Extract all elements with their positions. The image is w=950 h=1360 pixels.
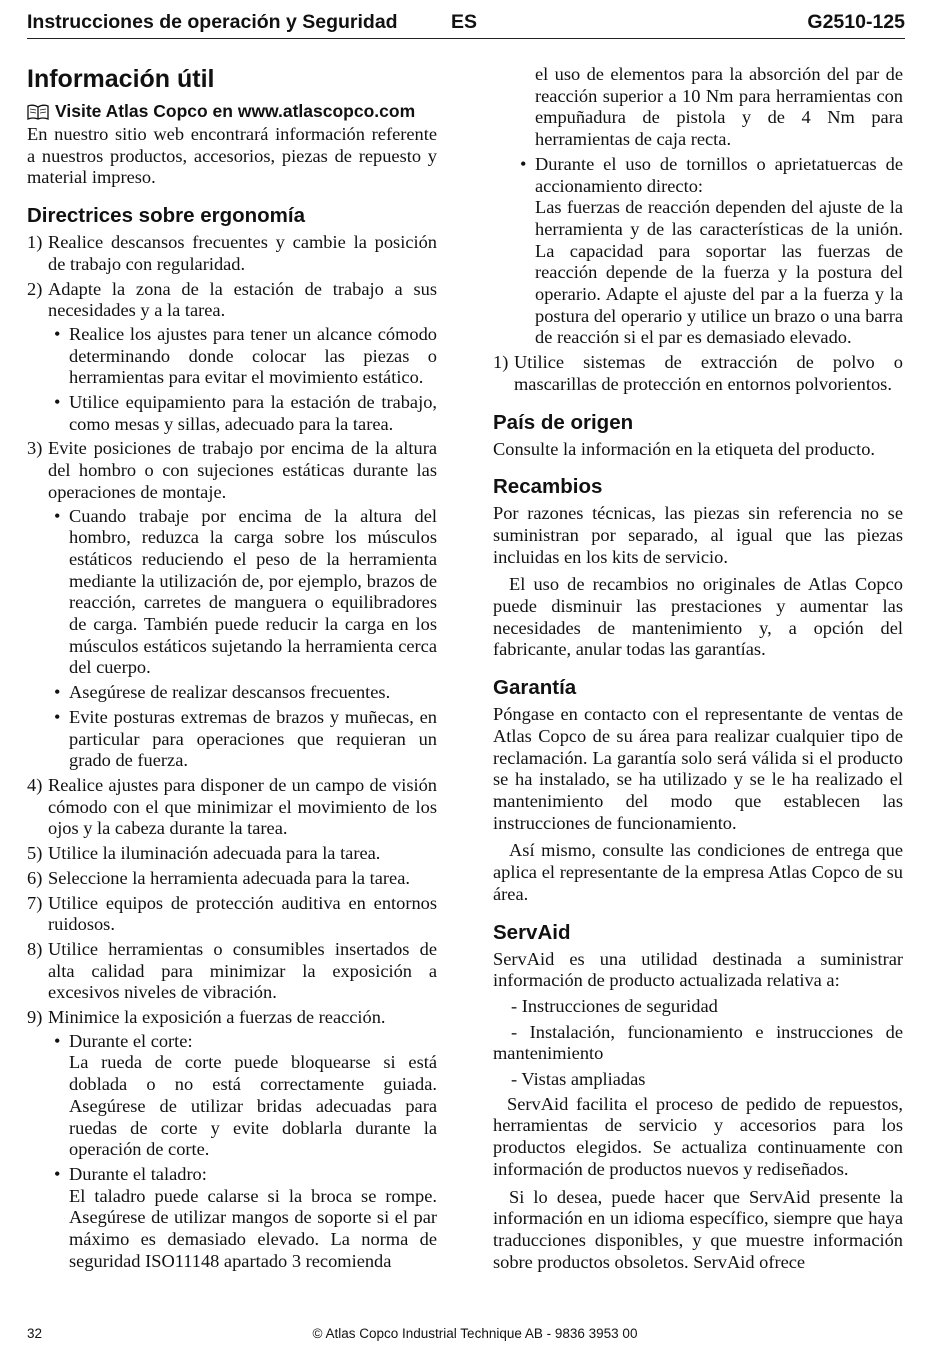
document-title: Instrucciones de operación y Seguridad xyxy=(27,11,398,33)
bullet-list-continued xyxy=(493,64,903,349)
list-item: 6) Seleccione la herramienta adecuada para la tarea. xyxy=(27,867,410,888)
heading-country-of-origin: País de origen xyxy=(493,410,634,434)
bullet-item: • Utilice equipamiento para la estación de trabajo, como mesas y sillas, adecuado para la tarea. xyxy=(48,392,437,435)
ergonomics-list-continued xyxy=(493,352,903,395)
parts-paragraph: Por razones técnicas, las piezas sin referencia no se suministran por separado, al igual que las piezas incluidas en los kits de servicio. xyxy=(493,503,903,567)
servaid-paragraph: ServAid facilita el proceso de pedido de repuestos, herramientas de servicio y accesorios para los productos elegidos. Se actualiza continuamente con información de productos nuevos y rediseñados. xyxy=(493,1093,903,1179)
book-icon xyxy=(27,103,49,119)
list-item: 4) Realice ajustes para disponer de un campo de visión cómodo con el que minimizar el movimiento de los ojos y la cabeza durante la tarea. xyxy=(27,774,437,839)
page-number: 32 xyxy=(27,1326,43,1341)
servaid-paragraph: Si lo desea, puede hacer que ServAid presente la información en un idioma específico, siempre que haya traducciones disponibles, y que muestre información sobre productos obsoletos. ServAid ofrece xyxy=(493,1186,903,1272)
page-header xyxy=(27,8,905,39)
list-item: 1) Utilice sistemas de extracción de polvo o mascarillas de protección en entornos polvorientos. xyxy=(493,352,903,394)
model-code: G2510-125 xyxy=(807,11,905,33)
list-item: 8) Utilice herramientas o consumibles insertados de alta calidad para minimizar la exposición a excesivos niveles de vibración. xyxy=(27,938,437,1003)
list-item: 5) Utilice la iluminación adecuada para la tarea. xyxy=(27,843,381,864)
bullet-list xyxy=(48,324,437,436)
warranty-paragraph: Así mismo, consulte las condiciones de entrega que aplica el representante de la empresa Atlas Copco de su área. xyxy=(493,840,903,904)
list-item: 2) Adapte la zona de la estación de trabajo a sus necesidades y a la tarea. • Realice los ajustes para tener un alcance cómodo determinando donde colocar las piezas o herramientas para evitar el movimiento estático. • Utilice equipamiento para la estación de trabajo, como mesas y sillas, adecuado para la tarea. xyxy=(27,279,437,436)
list-item: 1) Realice descansos frecuentes y cambie la posición de trabajo con regularidad. xyxy=(27,232,437,274)
website-description: En nuestro sitio web encontrará información referente a nuestros productos, accesorios, piezas de repuesto y material impreso. xyxy=(27,124,437,188)
bullet-list xyxy=(48,1031,437,1273)
bullet-item: • Cuando trabaje por encima de la altura del hombro, reduzca la carga sobre los músculos estáticos reduciendo el peso de la herramienta mediante la utilización de, por ejemplo, brazos de reacción, carretes de manguera o equilibradores de carga. También puede reducir la carga en los músculos estáticos sujetando la herramienta cerca del cuerpo. xyxy=(48,506,437,680)
left-column xyxy=(27,64,437,1275)
language-code: ES xyxy=(451,11,478,33)
bullet-item: • Durante el taladro: El taladro puede calarse si la broca se rompe. Asegúrese de utilizar mangos de soporte si el par máximo es demasiado elevado. La norma de seguridad ISO11148 apartado 3 recomienda xyxy=(48,1164,437,1273)
heading-servaid: ServAid xyxy=(493,920,571,944)
visit-website-line xyxy=(27,100,437,122)
bullet-list xyxy=(48,506,437,772)
bullet-item: • Evite posturas extremas de brazos y muñecas, en particular para operaciones que requieran un grado de fuerza. xyxy=(48,707,437,772)
visit-website-link[interactable]: Visite Atlas Copco en www.atlascopco.com xyxy=(55,101,416,121)
bullet-item: • Durante el corte: La rueda de corte puede bloquearse si está doblada o no está correctamente guiada. Asegúrese de utilizar bridas adecuadas para ruedas de corte y evite doblarla durante la operación de corte. xyxy=(48,1031,437,1161)
heading-warranty: Garantía xyxy=(493,676,577,700)
bullet-item: • Durante el uso de tornillos o aprietatuercas de accionamiento directo: Las fuerzas de reacción dependen del ajuste de la herramienta y de las características de la unión. La capacidad para soportar las fuerzas de reacción depende de la fuerza y la postura del operario. Adapte el ajuste del par a la fuerza y la postura del operario y utilice un brazo o una barra de reacción si el par es demasiado elevado. xyxy=(514,154,903,349)
list-item: 9) Minimice la exposición a fuerzas de reacción. • Durante el corte: La rueda de corte puede bloquearse si está doblada o no está correctamente guiada. Asegúrese de utilizar bridas adecuadas para ruedas de corte y evite doblarla durante la operación de corte. • Durante el taladro: El taladro puede calarse si la broca se rompe. Asegúrese de utilizar mangos de soporte si el par máximo es demasiado elevado. La norma de seguridad ISO11148 apartado 3 recomienda xyxy=(27,1007,437,1272)
bullet-item: • Realice los ajustes para tener un alcance cómodo determinando donde colocar las piezas o herramientas para evitar el movimiento estático. xyxy=(48,324,437,389)
ergonomics-list xyxy=(27,232,437,1272)
right-column xyxy=(493,64,903,1276)
warranty-paragraph: Póngase en contacto con el representante de ventas de Atlas Copco de su área para realizar cualquier tipo de reclamación. La garantía solo será válida si el producto se ha instalado, se ha utilizado y se le ha realizado el mantenimiento del modo que establecen las instrucciones de funcionamiento. xyxy=(493,704,903,833)
servaid-dash-item: - Instalación, funcionamiento e instrucciones de mantenimiento xyxy=(493,1021,903,1064)
copyright: © Atlas Copco Industrial Technique AB - 9836 3953 00 xyxy=(312,1326,638,1341)
servaid-paragraph: ServAid es una utilidad destinada a suministrar información de producto actualizada relativa a: xyxy=(493,948,903,991)
parts-paragraph: El uso de recambios no originales de Atlas Copco puede disminuir las prestaciones y aumentar las necesidades de mantenimiento y, a opción del fabricante, anular todas las garantías. xyxy=(493,574,903,660)
servaid-dash-item: - Vistas ampliadas xyxy=(511,1069,646,1090)
servaid-dash-item: - Instrucciones de seguridad xyxy=(511,995,718,1016)
bullet-continuation: el uso de elementos para la absorción del par de reacción superior a 10 Nm para herramientas con empuñadura de pistola y de 4 Nm para herramientas de caja recta. xyxy=(535,64,903,150)
heading-useful-info: Información útil xyxy=(27,65,215,93)
list-item: 3) Evite posiciones de trabajo por encima de la altura del hombro o con sujeciones estáticas durante las operaciones de montaje. • Cuando trabaje por encima de la altura del hombro, reduzca la carga sobre los músculos estáticos reduciendo el peso de la herramienta mediante la utilización de, por ejemplo, brazos de reacción, carretes de manguera o equilibradores de carga. También puede reducir la carga en los músculos estáticos sujetando la herramienta cerca del cuerpo. • Asegúrese de realizar descansos frecuentes. • Evite posturas extremas de brazos y muñecas, en particular para operaciones que requieran un grado de fuerza. xyxy=(27,438,437,772)
heading-spare-parts: Recambios xyxy=(493,475,603,499)
list-item: 7) Utilice equipos de protección auditiva en entornos ruidosos. xyxy=(27,892,437,935)
bullet-item: • Asegúrese de realizar descansos frecuentes. xyxy=(48,682,437,704)
origin-text: Consulte la información en la etiqueta del producto. xyxy=(493,438,876,459)
heading-ergonomics: Directrices sobre ergonomía xyxy=(27,204,305,228)
